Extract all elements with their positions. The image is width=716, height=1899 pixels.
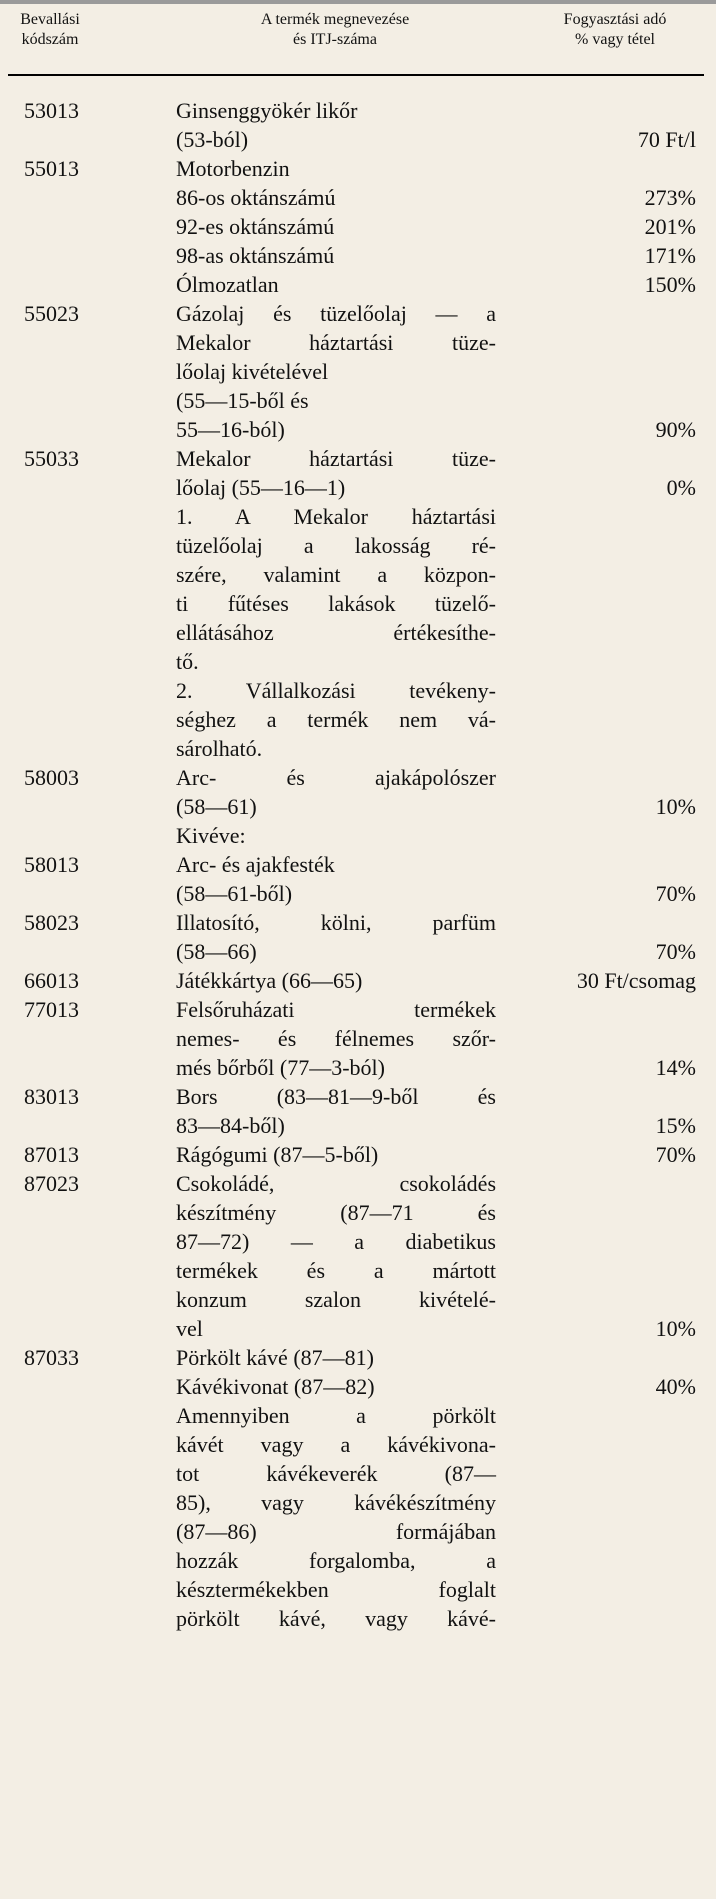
- row-description: [176, 444, 696, 763]
- header-tax: Fogyasztási adó % vagy tétel: [563, 11, 667, 48]
- line-text: Amennyiben a pörkölt: [176, 1403, 496, 1428]
- line-text: Bors (83—81—9-ből és: [176, 1084, 496, 1109]
- tax-value: 70 Ft/l: [637, 127, 696, 152]
- table-row: [0, 1169, 716, 1343]
- line-text: 86-os oktánszámú: [176, 185, 336, 210]
- header-rule: [8, 74, 704, 76]
- tax-value: 30 Ft/csomag: [576, 968, 696, 993]
- row-code: 55023: [24, 301, 79, 326]
- description-line: [176, 908, 496, 937]
- description-line: [176, 1111, 696, 1140]
- row-description: [176, 850, 696, 908]
- line-text: konzum szalon kivételé-: [176, 1287, 496, 1312]
- tax-value: 70%: [655, 1142, 696, 1167]
- line-text: (58—66): [176, 939, 257, 964]
- description-line: [176, 1430, 496, 1459]
- table-row: [0, 444, 716, 763]
- description-line: [176, 183, 696, 212]
- description-line: [176, 270, 696, 299]
- description-line: [176, 154, 496, 183]
- line-text: Gázolaj és tüzelőolaj — a: [176, 301, 496, 326]
- description-line: [176, 1343, 496, 1372]
- row-code: 55033: [24, 446, 79, 471]
- line-text: Arc- és ajakápolószer: [176, 765, 496, 790]
- table-row: [0, 1343, 716, 1633]
- description-line: [176, 531, 496, 560]
- line-text: vel: [176, 1316, 203, 1341]
- row-description: [176, 96, 696, 154]
- line-text: Illatosító, kölni, parfüm: [176, 910, 496, 935]
- table-row: [0, 96, 716, 154]
- line-text: 83—84-ből): [176, 1113, 285, 1138]
- row-description: [176, 763, 696, 850]
- description-line: [176, 937, 696, 966]
- tax-value: 40%: [655, 1374, 696, 1399]
- description-line: [176, 1604, 496, 1633]
- line-text: Mekalor háztartási tüze-: [176, 446, 496, 471]
- line-text: Motorbenzin: [176, 156, 290, 181]
- description-line: [176, 357, 496, 386]
- line-text: (58—61): [176, 794, 257, 819]
- header-code: Bevallási kódszám: [20, 11, 80, 48]
- line-text: tüzelőolaj a lakosság ré-: [176, 533, 496, 558]
- row-code: 55013: [24, 156, 79, 181]
- line-text: készítmény (87—71 és: [176, 1200, 496, 1225]
- tax-value: 150%: [644, 272, 696, 297]
- table-row: [0, 299, 716, 444]
- line-text: Kávékivonat (87—82): [176, 1374, 375, 1399]
- description-line: [176, 1314, 696, 1343]
- description-line: [176, 386, 496, 415]
- line-text: pörkölt kávé, vagy kávé-: [176, 1606, 496, 1631]
- description-line: [176, 212, 696, 241]
- row-description: [176, 1169, 696, 1343]
- line-text: Kivéve:: [176, 823, 246, 848]
- line-text: Mekalor háztartási tüze-: [176, 330, 496, 355]
- description-line: [176, 444, 496, 473]
- line-text: 92-es oktánszámú: [176, 214, 335, 239]
- description-line: [176, 676, 496, 705]
- row-code: 83013: [24, 1084, 79, 1109]
- table-row: [0, 154, 716, 299]
- row-description: [176, 1343, 696, 1633]
- description-line: [176, 1198, 496, 1227]
- line-text: (55—15-ből és: [176, 388, 309, 413]
- tax-value: 10%: [655, 1316, 696, 1341]
- line-text: 85), vagy kávékészítmény: [176, 1490, 496, 1515]
- line-text: més bőrből (77—3-ból): [176, 1055, 385, 1080]
- table-row: [0, 1140, 716, 1169]
- tax-value: 15%: [655, 1113, 696, 1138]
- line-text: ellátásához értékesíthe-: [176, 620, 496, 645]
- description-line: [176, 821, 496, 850]
- line-text: kávét vagy a kávékivona-: [176, 1432, 496, 1457]
- line-text: Arc- és ajakfesték: [176, 852, 335, 877]
- description-line: [176, 502, 496, 531]
- description-line: [176, 792, 696, 821]
- line-text: sárolható.: [176, 736, 263, 761]
- description-line: [176, 299, 496, 328]
- row-description: [176, 1140, 696, 1169]
- row-code: 87023: [24, 1171, 79, 1196]
- row-description: [176, 995, 696, 1082]
- description-line: [176, 966, 696, 995]
- table-row: [0, 908, 716, 966]
- line-text: tő.: [176, 649, 199, 674]
- description-line: [176, 763, 496, 792]
- header-product: A termék megnevezése és ITJ-száma: [260, 11, 410, 48]
- tax-value: 14%: [655, 1055, 696, 1080]
- line-text: (87—86) formájában: [176, 1519, 496, 1544]
- row-description: [176, 908, 696, 966]
- row-code: 87033: [24, 1345, 79, 1370]
- table-row: [0, 995, 716, 1082]
- line-text: séghez a termék nem vá-: [176, 707, 496, 732]
- row-code: 58013: [24, 852, 79, 877]
- tax-table: [0, 96, 716, 1633]
- row-code: 77013: [24, 997, 79, 1022]
- description-line: [176, 1401, 496, 1430]
- line-text: szére, valamint a közpon-: [176, 562, 496, 587]
- description-line: [176, 1227, 496, 1256]
- description-line: [176, 1285, 496, 1314]
- description-line: [176, 1256, 496, 1285]
- line-text: Pörkölt kávé (87—81): [176, 1345, 374, 1370]
- tax-value: 201%: [644, 214, 696, 239]
- line-text: nemes- és félnemes szőr-: [176, 1026, 496, 1051]
- tax-value: 90%: [655, 417, 696, 442]
- table-row: [0, 763, 716, 850]
- line-text: 55—16-ból): [176, 417, 285, 442]
- line-text: (58—61-ből): [176, 881, 293, 906]
- row-code: 53013: [24, 98, 79, 123]
- description-line: [176, 1169, 496, 1198]
- line-text: (53-ból): [176, 127, 249, 152]
- description-line: [176, 1372, 696, 1401]
- row-description: [176, 154, 696, 299]
- line-text: Csokoládé, csokoládés: [176, 1171, 496, 1196]
- line-text: 87—72) — a diabetikus: [176, 1229, 496, 1254]
- description-line: [176, 734, 496, 763]
- row-code: 87013: [24, 1142, 79, 1167]
- description-line: [176, 589, 496, 618]
- line-text: lőolaj (55—16—1): [176, 475, 346, 500]
- tax-value: 273%: [644, 185, 696, 210]
- tax-value: 0%: [666, 475, 696, 500]
- line-text: Ólmozatlan: [176, 272, 279, 297]
- row-code: 58023: [24, 910, 79, 935]
- description-line: [176, 1488, 496, 1517]
- line-text: hozzák forgalomba, a: [176, 1548, 496, 1573]
- tax-value: 70%: [655, 939, 696, 964]
- description-line: [176, 1024, 496, 1053]
- description-line: [176, 328, 496, 357]
- row-code: 66013: [24, 968, 79, 993]
- description-line: [176, 1575, 496, 1604]
- description-line: [176, 1082, 496, 1111]
- table-row: [0, 966, 716, 995]
- line-text: tot kávékeverék (87—: [176, 1461, 496, 1486]
- description-line: [176, 850, 496, 879]
- description-line: [176, 1140, 696, 1169]
- tax-value: 70%: [655, 881, 696, 906]
- line-text: Játékkártya (66—65): [176, 968, 363, 993]
- row-code: 58003: [24, 765, 79, 790]
- description-line: [176, 473, 696, 502]
- line-text: 2. Vállalkozási tevékeny-: [176, 678, 496, 703]
- tax-value: 10%: [655, 794, 696, 819]
- line-text: Rágógumi (87—5-ből): [176, 1142, 379, 1167]
- description-line: [176, 125, 696, 154]
- line-text: Ginsenggyökér likőr: [176, 98, 358, 123]
- description-line: [176, 1546, 496, 1575]
- tax-value: 171%: [644, 243, 696, 268]
- table-row: [0, 850, 716, 908]
- description-line: [176, 995, 496, 1024]
- description-line: [176, 705, 496, 734]
- description-line: [176, 618, 496, 647]
- description-line: [176, 1053, 696, 1082]
- description-line: [176, 1459, 496, 1488]
- row-description: [176, 966, 696, 995]
- description-line: [176, 560, 496, 589]
- line-text: késztermékekben foglalt: [176, 1577, 496, 1602]
- description-line: [176, 96, 496, 125]
- description-line: [176, 647, 496, 676]
- line-text: ti fűtéses lakások tüzelő-: [176, 591, 496, 616]
- description-line: [176, 415, 696, 444]
- line-text: Felsőruházati termékek: [176, 997, 496, 1022]
- description-line: [176, 879, 696, 908]
- row-description: [176, 299, 696, 444]
- line-text: lőolaj kivételével: [176, 359, 329, 384]
- description-line: [176, 1517, 496, 1546]
- row-description: [176, 1082, 696, 1140]
- table-row: [0, 1082, 716, 1140]
- line-text: termékek és a mártott: [176, 1258, 496, 1283]
- description-line: [176, 241, 696, 270]
- line-text: 1. A Mekalor háztartási: [176, 504, 496, 529]
- line-text: 98-as oktánszámú: [176, 243, 335, 268]
- table-header: [0, 4, 716, 78]
